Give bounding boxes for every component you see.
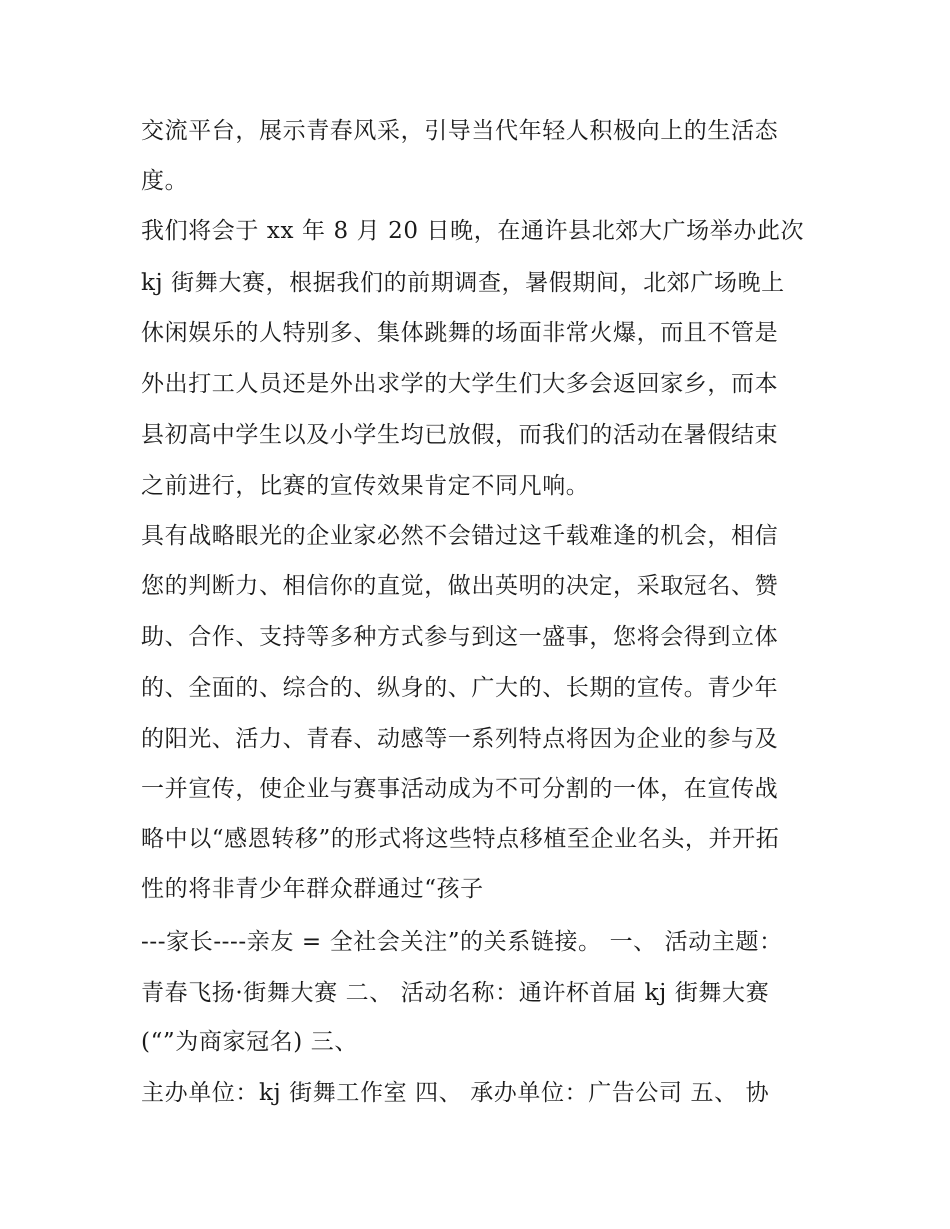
text-line: 性的将非青少年群众群通过“孩子 [141,876,484,902]
text-line: ---家长----亲友 = 全社会关注”的关系链接。 一、 活动主题： [141,929,783,955]
text-line: 您的判断力、相信你的直觉，做出英明的决定，采取冠名、赞 [141,573,779,599]
text-line: (“”为商家冠名) 三、 [141,1029,358,1055]
text-line: 一并宣传，使企业与赛事活动成为不可分割的一体，在宣传战 [141,776,779,802]
text-line: 之前进行，比赛的宣传效果肯定不同凡响。 [141,473,590,499]
text-line: 青春飞扬·街舞大赛 二、 活动名称：通许杯首届 kj 街舞大赛 [141,980,770,1006]
text-line: 交流平台，展示青春风采，引导当代年轻人积极向上的生活态 [141,118,779,144]
text-line: 度。 [141,168,189,194]
text-line: 我们将会于 xx 年 8 月 20 日晚，在通许县北郊大广场举办此次 [141,218,805,244]
text-line: 助、合作、支持等多种方式参与到这一盛事，您将会得到立体 [141,624,779,650]
text-line: 主办单位：kj 街舞工作室 四、 承办单位：广告公司 五、 协 [141,1080,770,1106]
text-line: 的、全面的、综合的、纵身的、广大的、长期的宣传。青少年 [141,675,779,701]
text-line: 县初高中学生以及小学生均已放假，而我们的活动在暑假结束 [141,422,779,448]
text-line: 的阳光、活力、青春、动感等一系列特点将因为企业的参与及 [141,726,779,752]
text-line: 外出打工人员还是外出求学的大学生们大多会返回家乡，而本 [141,371,779,397]
text-line: 具有战略眼光的企业家必然不会错过这千载难逢的机会，相信 [141,523,779,549]
text-line: 略中以“感恩转移”的形式将这些特点移植至企业名头，并开拓 [141,826,780,852]
text-line: kj 街舞大赛，根据我们的前期调查，暑假期间，北郊广场晚上 [141,270,785,296]
text-line: 休闲娱乐的人特别多、集体跳舞的场面非常火爆，而且不管是 [141,320,779,346]
